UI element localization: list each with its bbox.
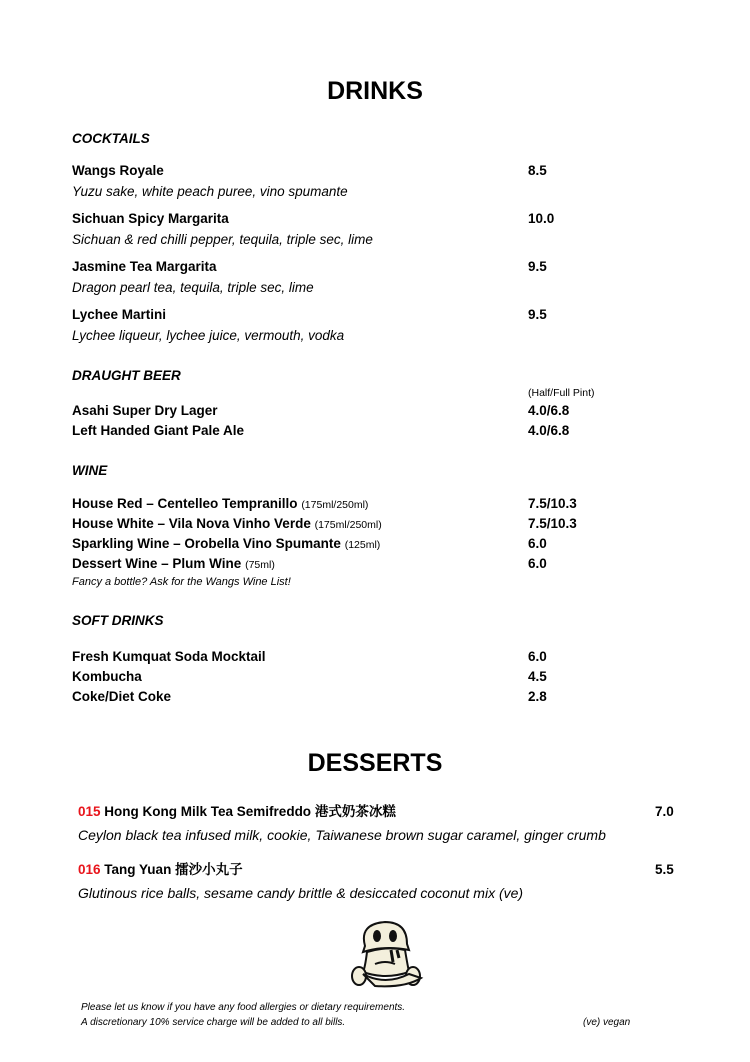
item-size: (75ml) — [245, 559, 275, 571]
item-name: Wangs Royale — [72, 163, 164, 178]
item-name: Coke/Diet Coke — [72, 689, 172, 704]
service-charge-note: A discretionary 10% service charge will be added to all bills. — [81, 1017, 346, 1028]
item-name: Sparkling Wine – Orobella Vino Spumante (125ml) — [72, 536, 381, 551]
item-name: Left Handed Giant Pale Ale — [72, 423, 245, 438]
item-name: House White – Vila Nova Vinho Verde (175ml/250ml) — [72, 516, 382, 531]
vegan-key: (ve) vegan — [583, 1017, 631, 1028]
item-desc: Lychee liqueur, lychee juice, vermouth, vodka — [72, 328, 345, 343]
item-name: Kombucha — [72, 669, 142, 684]
section-soft-drinks: SOFT DRINKS — [72, 613, 164, 628]
item-name: Fresh Kumquat Soda Mocktail — [72, 649, 266, 664]
item-desc: Dragon pearl tea, tequila, triple sec, lime — [72, 280, 314, 295]
dessert-price: 5.5 — [655, 862, 674, 877]
mascot-logo-icon — [345, 918, 429, 988]
item-price: 8.5 — [528, 163, 547, 178]
item-price: 2.8 — [528, 689, 547, 704]
item-name: Jasmine Tea Margarita — [72, 259, 217, 274]
dessert-code: 015 — [78, 804, 101, 819]
item-size: (175ml/250ml) — [301, 499, 369, 511]
item-desc: Yuzu sake, white peach puree, vino spumante — [72, 184, 348, 199]
item-price: 7.5/10.3 — [528, 496, 577, 511]
item-price: 7.5/10.3 — [528, 516, 577, 531]
item-price: 6.0 — [528, 649, 547, 664]
item-price: 9.5 — [528, 259, 547, 274]
item-price: 4.0/6.8 — [528, 423, 570, 438]
item-name: House Red – Centelleo Tempranillo (175ml/250ml) — [72, 496, 369, 511]
section-draught-beer: DRAUGHT BEER — [72, 368, 181, 383]
dessert-chinese-name: 港式奶茶冰糕 — [314, 804, 396, 819]
dessert-chinese-name: 擂沙小丸子 — [175, 862, 243, 877]
item-price: 6.0 — [528, 556, 547, 571]
desserts-title: DESSERTS — [307, 749, 443, 777]
item-size: (175ml/250ml) — [314, 519, 382, 531]
price-note: (Half/Full Pint) — [528, 387, 595, 399]
dessert-price: 7.0 — [655, 804, 674, 819]
item-name: Dessert Wine – Plum Wine (75ml) — [72, 556, 275, 571]
item-price: 9.5 — [528, 307, 547, 322]
item-price: 4.5 — [528, 669, 547, 684]
item-price: 10.0 — [528, 211, 555, 226]
item-name: Sichuan Spicy Margarita — [72, 211, 229, 226]
allergy-note: Please let us know if you have any food allergies or dietary requirements. — [81, 1002, 406, 1013]
dessert-desc: Glutinous rice balls, sesame candy brittle & desiccated coconut mix (ve) — [78, 885, 524, 901]
section-cocktails: COCKTAILS — [72, 131, 150, 146]
dessert-name: 016 Tang Yuan 擂沙小丸子 — [78, 862, 243, 877]
dessert-desc: Ceylon black tea infused milk, cookie, Taiwanese brown sugar caramel, ginger crumb — [78, 827, 606, 843]
section-wine: WINE — [72, 463, 108, 478]
item-name: Asahi Super Dry Lager — [72, 403, 218, 418]
item-name: Lychee Martini — [72, 307, 167, 322]
item-size: (125ml) — [344, 539, 381, 551]
item-price: 4.0/6.8 — [528, 403, 570, 418]
dessert-code: 016 — [78, 862, 101, 877]
wine-note: Fancy a bottle? Ask for the Wangs Wine List! — [72, 576, 291, 588]
item-desc: Sichuan & red chilli pepper, tequila, triple sec, lime — [72, 232, 373, 247]
drinks-title: DRINKS — [327, 77, 423, 105]
item-price: 6.0 — [528, 536, 547, 551]
dessert-name: 015 Hong Kong Milk Tea Semifreddo 港式奶茶冰糕 — [78, 804, 396, 819]
